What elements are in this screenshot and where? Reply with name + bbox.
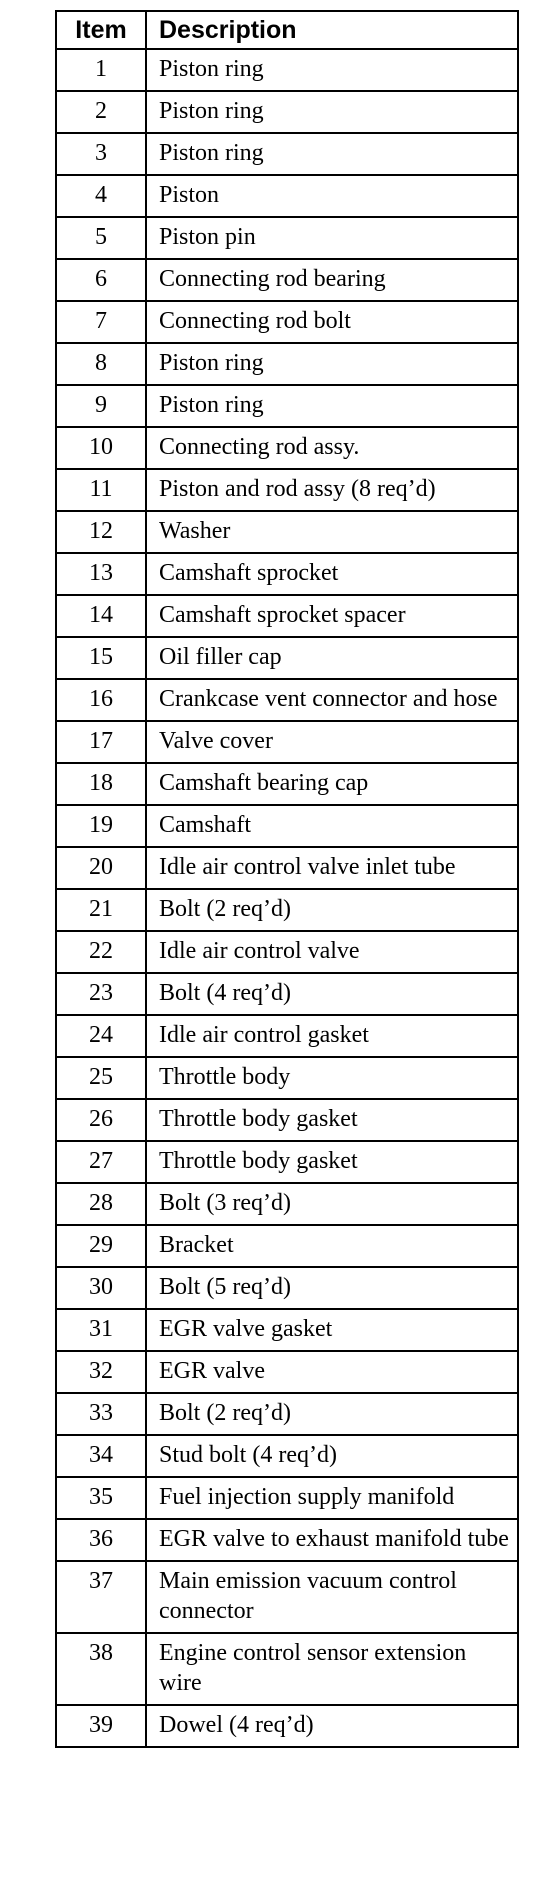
table-header-row [56,11,518,49]
item-number: 38 [56,1633,146,1705]
item-description: EGR valve [146,1351,518,1393]
table-row [56,1477,518,1519]
table-row [56,595,518,637]
item-number: 1 [56,49,146,91]
item-description: Bolt (2 req’d) [146,1393,518,1435]
item-description: Camshaft sprocket [146,553,518,595]
item-description: Piston ring [146,91,518,133]
table-row [56,343,518,385]
table-row [56,91,518,133]
item-number: 5 [56,217,146,259]
table-row [56,1183,518,1225]
item-number: 7 [56,301,146,343]
item-description: Connecting rod bearing [146,259,518,301]
item-number: 29 [56,1225,146,1267]
parts-table [55,10,519,1748]
item-description: Bracket [146,1225,518,1267]
item-number: 23 [56,973,146,1015]
item-number: 24 [56,1015,146,1057]
item-number: 8 [56,343,146,385]
item-description: Camshaft sprocket spacer [146,595,518,637]
item-number: 11 [56,469,146,511]
item-number: 37 [56,1561,146,1633]
item-description: Piston ring [146,133,518,175]
table-row [56,1141,518,1183]
item-description: Engine control sensor extension wire [146,1633,518,1705]
item-number: 4 [56,175,146,217]
table-body [56,49,518,1747]
table-row [56,973,518,1015]
table-row [56,133,518,175]
item-description: Throttle body gasket [146,1099,518,1141]
table-row [56,427,518,469]
item-number: 36 [56,1519,146,1561]
item-description: Idle air control gasket [146,1015,518,1057]
table-row [56,679,518,721]
table-row [56,637,518,679]
item-number: 33 [56,1393,146,1435]
header-description: Description [146,11,518,49]
item-number: 13 [56,553,146,595]
item-description: Fuel injection supply manifold [146,1477,518,1519]
item-description: Connecting rod assy. [146,427,518,469]
item-description: Bolt (4 req’d) [146,973,518,1015]
item-number: 15 [56,637,146,679]
table-row [56,805,518,847]
item-number: 35 [56,1477,146,1519]
item-description: Bolt (2 req’d) [146,889,518,931]
item-number: 28 [56,1183,146,1225]
item-number: 9 [56,385,146,427]
table-row [56,1633,518,1705]
item-number: 20 [56,847,146,889]
item-description: Throttle body gasket [146,1141,518,1183]
table-row [56,217,518,259]
item-description: Camshaft [146,805,518,847]
item-description: Dowel (4 req’d) [146,1705,518,1747]
item-description: Piston ring [146,49,518,91]
item-number: 34 [56,1435,146,1477]
item-number: 2 [56,91,146,133]
item-description: Crankcase vent connector and hose [146,679,518,721]
item-number: 6 [56,259,146,301]
item-number: 14 [56,595,146,637]
item-number: 22 [56,931,146,973]
item-description: Piston ring [146,343,518,385]
table-row [56,301,518,343]
table-row [56,1393,518,1435]
item-number: 12 [56,511,146,553]
item-number: 16 [56,679,146,721]
item-description: Piston [146,175,518,217]
item-description: Piston ring [146,385,518,427]
table-row [56,1435,518,1477]
table-row [56,49,518,91]
table-row [56,511,518,553]
table-row [56,175,518,217]
item-number: 19 [56,805,146,847]
table-row [56,1057,518,1099]
table-row [56,1099,518,1141]
table-row [56,1561,518,1633]
item-description: Bolt (5 req’d) [146,1267,518,1309]
item-description: EGR valve gasket [146,1309,518,1351]
table-row [56,1015,518,1057]
table-row [56,847,518,889]
item-description: Piston pin [146,217,518,259]
item-number: 17 [56,721,146,763]
item-number: 18 [56,763,146,805]
item-description: Piston and rod assy (8 req’d) [146,469,518,511]
header-item: Item [56,11,146,49]
table-row [56,385,518,427]
item-number: 27 [56,1141,146,1183]
table-row [56,553,518,595]
table-row [56,469,518,511]
item-description: Bolt (3 req’d) [146,1183,518,1225]
table-row [56,889,518,931]
item-number: 25 [56,1057,146,1099]
item-description: Main emission vacuum control connector [146,1561,518,1633]
item-number: 26 [56,1099,146,1141]
item-description: Idle air control valve inlet tube [146,847,518,889]
item-number: 39 [56,1705,146,1747]
item-number: 3 [56,133,146,175]
item-description: Washer [146,511,518,553]
table-row [56,1705,518,1747]
table-row [56,721,518,763]
item-description: Valve cover [146,721,518,763]
item-description: Throttle body [146,1057,518,1099]
table-row [56,763,518,805]
item-description: EGR valve to exhaust manifold tube [146,1519,518,1561]
item-description: Connecting rod bolt [146,301,518,343]
table-row [56,1309,518,1351]
item-number: 21 [56,889,146,931]
item-number: 30 [56,1267,146,1309]
item-number: 31 [56,1309,146,1351]
item-number: 10 [56,427,146,469]
item-number: 32 [56,1351,146,1393]
item-description: Camshaft bearing cap [146,763,518,805]
item-description: Stud bolt (4 req’d) [146,1435,518,1477]
table-row [56,1519,518,1561]
table-row [56,1267,518,1309]
table-row [56,1351,518,1393]
item-description: Idle air control valve [146,931,518,973]
table-row [56,931,518,973]
table-row [56,1225,518,1267]
table-row [56,259,518,301]
item-description: Oil filler cap [146,637,518,679]
